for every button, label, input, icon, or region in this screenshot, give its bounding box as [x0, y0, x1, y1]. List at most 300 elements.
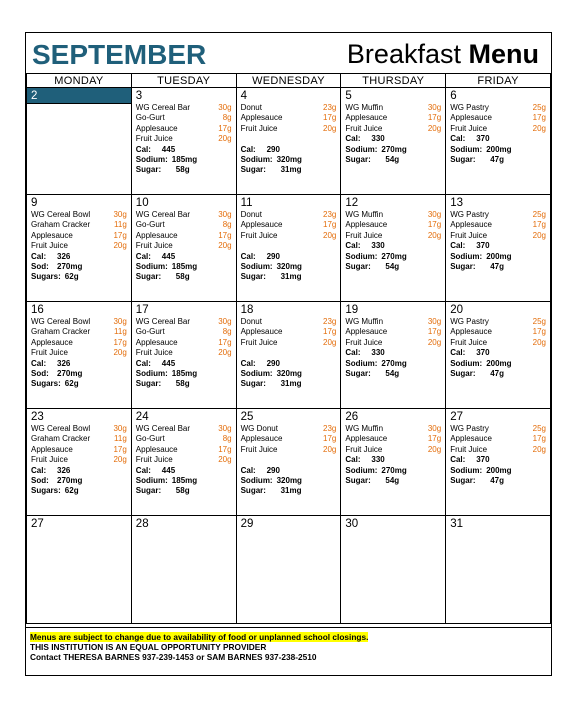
menu-item-name: Donut — [240, 317, 262, 326]
menu-item-grams: 20g — [532, 123, 546, 133]
menu-item-name: Fruit Juice — [450, 123, 488, 133]
menu-header — [26, 33, 551, 73]
nutrition-label: Cal: — [31, 251, 47, 261]
day-cell — [236, 302, 341, 409]
spacer — [241, 134, 337, 144]
nutrition-value: 185mg — [171, 155, 198, 165]
nutrition-value: 445 — [161, 358, 176, 368]
menu-item-name: Donut — [240, 103, 262, 112]
menu-item — [31, 424, 127, 434]
day-number: 27 — [450, 411, 463, 423]
menu-item-name: Fruit Juice — [450, 337, 488, 347]
menu-item-name: WG Cereal Bar — [135, 210, 191, 219]
menu-item-name: Fruit Juice — [240, 123, 278, 133]
menu-item-name: Applesauce — [345, 327, 388, 337]
menu-items — [446, 317, 550, 379]
nutrition-value: 370 — [476, 348, 490, 358]
nutrition-label: Cal: — [240, 251, 256, 261]
menu-item — [136, 134, 232, 144]
nutrition-label: Sugar: — [345, 262, 371, 272]
nutrition-label: Cal: — [345, 134, 361, 144]
menu-item-name: Fruit Juice — [450, 444, 488, 454]
nutrition-value: 326 — [57, 358, 71, 368]
menu-items — [446, 210, 550, 272]
menu-item-grams: 30g — [218, 317, 232, 326]
menu-item — [450, 327, 546, 337]
menu-item — [450, 220, 546, 230]
nutrition-value: 200mg — [486, 358, 512, 368]
menu-item-name: Applesauce — [135, 123, 178, 133]
spacer — [241, 455, 337, 465]
menu-item-name: Applesauce — [240, 113, 283, 123]
nutrition-value: 54g — [385, 155, 400, 165]
nutrition-value: 58g — [175, 272, 190, 282]
menu-item — [345, 113, 441, 123]
menu-item — [450, 231, 546, 241]
day-number: 25 — [240, 411, 254, 423]
menu-item-grams: 30g — [427, 103, 442, 112]
day-number: 20 — [450, 304, 463, 316]
nutrition-value: 445 — [161, 251, 176, 261]
nutrition-line — [241, 486, 337, 496]
nutrition-label: Sugar: — [135, 272, 162, 282]
menu-item-grams: 20g — [218, 134, 232, 144]
nutrition-line — [136, 262, 232, 272]
nutrition-label: Cal: — [345, 455, 361, 465]
menu-item — [450, 124, 546, 134]
menu-item-name: Applesauce — [345, 434, 388, 444]
menu-item — [136, 317, 232, 327]
menu-item-name: WG Muffin — [345, 210, 384, 219]
nutrition-line — [345, 359, 441, 369]
nutrition-value: 31mg — [280, 379, 302, 389]
nutrition-value: 62g — [64, 379, 79, 389]
menu-item-grams: 20g — [113, 241, 127, 251]
nutrition-value: 47g — [490, 262, 504, 272]
nutrition-line — [31, 359, 127, 369]
weekday-wednesday: WEDNESDAY — [236, 74, 341, 88]
menu-item-grams: 20g — [323, 337, 337, 347]
nutrition-value: 185mg — [171, 476, 198, 486]
nutrition-label: Sod: — [31, 262, 49, 272]
nutrition-line — [241, 252, 337, 262]
nutrition-value: 47g — [490, 155, 504, 165]
nutrition-line — [241, 379, 337, 389]
nutrition-value: 270mg — [57, 369, 83, 379]
menu-item-grams: 23g — [323, 103, 337, 112]
menu-item — [241, 124, 337, 134]
nutrition-value: 320mg — [276, 155, 302, 165]
nutrition-value: 200mg — [486, 465, 512, 475]
menu-item-grams: 17g — [532, 113, 546, 123]
nutrition-label: Cal: — [240, 465, 256, 475]
menu-item-name: WG Cereal Bowl — [31, 424, 91, 433]
menu-item-name: Fruit Juice — [31, 348, 68, 358]
nutrition-line — [31, 379, 127, 389]
menu-item — [345, 327, 441, 337]
menu-item-grams: 30g — [113, 210, 127, 219]
nutrition-label: Cal: — [31, 358, 47, 368]
menu-item — [345, 210, 441, 220]
menu-item — [450, 424, 546, 434]
calendar-body — [27, 88, 551, 624]
nutrition-line — [31, 466, 127, 476]
menu-item-name: Graham Cracker — [31, 220, 91, 230]
menu-item — [241, 424, 337, 434]
menu-item — [136, 445, 232, 455]
nutrition-line — [345, 155, 441, 165]
day-number: 29 — [240, 518, 254, 530]
nutrition-line — [241, 272, 337, 282]
menu-item-name: WG Cereal Bar — [135, 317, 191, 326]
menu-item-name: Applesauce — [240, 327, 283, 337]
nutrition-label: Sod: — [31, 369, 49, 379]
menu-items — [446, 103, 550, 165]
menu-item-name: WG Cereal Bowl — [31, 210, 91, 219]
menu-item-grams: 30g — [218, 103, 232, 112]
menu-item — [136, 327, 232, 337]
nutrition-line — [345, 369, 441, 379]
nutrition-line — [136, 155, 232, 165]
menu-item-name: WG Pastry — [450, 317, 489, 326]
nutrition-value: 31mg — [280, 272, 302, 282]
menu-item-grams: 17g — [532, 220, 546, 230]
nutrition-value: 330 — [371, 348, 385, 358]
nutrition-label: Cal: — [345, 241, 361, 251]
weekday-monday: MONDAY — [27, 74, 132, 88]
nutrition-value: 270mg — [381, 144, 407, 154]
week-row — [27, 195, 551, 302]
day-cell — [27, 516, 132, 624]
nutrition-line — [241, 165, 337, 175]
nutrition-value: 270mg — [381, 465, 407, 475]
menu-item — [450, 434, 546, 444]
menu-item-grams: 20g — [218, 348, 232, 358]
nutrition-value: 200mg — [486, 144, 512, 154]
menu-item-grams: 23g — [323, 424, 337, 433]
day-cell — [341, 88, 446, 195]
menu-item — [136, 124, 232, 134]
day-number: 28 — [135, 518, 149, 530]
menu-item — [136, 455, 232, 465]
menu-item — [345, 317, 441, 327]
day-cell — [27, 409, 132, 516]
nutrition-label: Sodium: — [345, 144, 378, 154]
day-cell — [446, 302, 551, 409]
nutrition-line — [136, 486, 232, 496]
week-row — [27, 88, 551, 195]
menu-items — [132, 424, 236, 497]
menu-item-name: Fruit Juice — [345, 337, 383, 347]
menu-item — [31, 348, 127, 358]
menu-item-name: Applesauce — [240, 434, 283, 444]
menu-item-grams: 8g — [222, 113, 232, 123]
nutrition-label: Sodium: — [450, 251, 483, 261]
nutrition-line — [136, 379, 232, 389]
nutrition-value: 58g — [175, 165, 190, 175]
menu-item-grams: 20g — [113, 455, 127, 465]
nutrition-label: Sugar: — [135, 165, 162, 175]
nutrition-label: Cal: — [345, 348, 361, 358]
menu-items — [237, 317, 341, 390]
menu-item-name: Applesauce — [31, 444, 73, 454]
nutrition-value: 370 — [476, 134, 490, 144]
nutrition-line — [136, 359, 232, 369]
menu-item-grams: 20g — [427, 337, 442, 347]
menu-item-name: WG Cereal Bar — [135, 103, 191, 112]
menu-item — [345, 220, 441, 230]
menu-item-grams: 17g — [427, 113, 442, 123]
menu-item-name: Go-Gurt — [135, 434, 165, 444]
menu-item-grams: 17g — [218, 230, 232, 240]
day-cell — [341, 409, 446, 516]
day-number: 24 — [135, 411, 149, 423]
nutrition-label: Sodium: — [240, 262, 273, 272]
nutrition-label: Sugar: — [135, 379, 162, 389]
menu-item-name: Go-Gurt — [135, 220, 165, 230]
nutrition-value: 326 — [57, 465, 71, 475]
menu-item — [345, 231, 441, 241]
menu-items — [237, 103, 341, 176]
menu-item-grams: 17g — [113, 230, 127, 240]
nutrition-line — [241, 369, 337, 379]
month-title: SEPTEMBER — [32, 39, 207, 70]
menu-item-name: Fruit Juice — [345, 230, 383, 240]
nutrition-label: Sugar: — [450, 369, 476, 379]
menu-item-grams: 8g — [222, 327, 232, 337]
nutrition-label: Sugar: — [240, 272, 266, 282]
nutrition-value: 370 — [476, 455, 490, 465]
menu-item-grams: 17g — [532, 327, 546, 337]
nutrition-line — [31, 252, 127, 262]
nutrition-line — [136, 476, 232, 486]
menu-item — [31, 210, 127, 220]
menu-item-name: Fruit Juice — [345, 444, 383, 454]
day-number: 16 — [31, 304, 44, 316]
nutrition-value: 270mg — [57, 476, 83, 486]
menu-items — [132, 317, 236, 390]
nutrition-value: 326 — [57, 251, 71, 261]
nutrition-line — [345, 262, 441, 272]
spacer — [241, 348, 337, 358]
menu-item-grams: 17g — [323, 220, 337, 230]
menu-item-name: Fruit Juice — [135, 348, 173, 358]
menu-item-grams: 20g — [218, 241, 232, 251]
contact-info: Contact THERESA BARNES 937-239-1453 or SAM BARNES 937-238-2510 — [30, 652, 317, 662]
menu-item-name: Fruit Juice — [450, 230, 488, 240]
menu-item-grams: 17g — [218, 444, 232, 454]
menu-item-grams: 30g — [218, 210, 232, 219]
nutrition-value: 31mg — [280, 165, 302, 175]
nutrition-label: Sodium: — [135, 262, 168, 272]
menu-item-grams: 20g — [427, 444, 442, 454]
nutrition-value: 62g — [64, 272, 79, 282]
nutrition-value: 330 — [371, 134, 385, 144]
day-number: 30 — [345, 518, 359, 530]
nutrition-label: Sodium: — [240, 155, 273, 165]
nutrition-value: 58g — [175, 379, 190, 389]
day-number: 2 — [27, 88, 131, 104]
day-number: 9 — [31, 197, 38, 209]
menu-item — [450, 338, 546, 348]
menu-item — [31, 327, 127, 337]
menu-item-grams: 17g — [323, 327, 337, 337]
menu-item-grams: 30g — [427, 210, 442, 219]
nutrition-label: Sodium: — [135, 476, 168, 486]
menu-item — [136, 424, 232, 434]
nutrition-label: Sodium: — [240, 476, 273, 486]
menu-item-name: Go-Gurt — [135, 327, 165, 337]
menu-item — [345, 103, 441, 113]
menu-item — [136, 338, 232, 348]
nutrition-label: Sod: — [31, 476, 49, 486]
menu-item-name: Fruit Juice — [31, 241, 68, 251]
menu-item-name: WG Muffin — [345, 424, 384, 433]
menu-item — [450, 210, 546, 220]
nutrition-value: 320mg — [276, 476, 302, 486]
nutrition-line — [241, 262, 337, 272]
nutrition-value: 54g — [385, 262, 400, 272]
menu-items — [237, 424, 341, 497]
menu-item — [241, 445, 337, 455]
menu-item-name: Applesauce — [240, 220, 283, 230]
nutrition-label: Sugar: — [450, 262, 476, 272]
nutrition-line — [136, 272, 232, 282]
menu-items — [341, 317, 445, 379]
menu-items — [237, 210, 341, 283]
menu-item-name: Applesauce — [450, 434, 492, 444]
menu-items — [27, 424, 131, 497]
day-cell — [446, 409, 551, 516]
nutrition-label: Sodium: — [345, 358, 378, 368]
menu-item-grams: 8g — [222, 220, 232, 230]
menu-item-grams: 30g — [113, 424, 127, 433]
menu-item-grams: 11g — [114, 327, 127, 337]
nutrition-label: Sugar: — [345, 369, 371, 379]
nutrition-value: 330 — [371, 241, 385, 251]
nutrition-label: Sugar: — [450, 155, 476, 165]
day-number: 6 — [450, 90, 457, 102]
menu-item-grams: 25g — [532, 103, 546, 112]
menu-item-name: Applesauce — [135, 337, 178, 347]
menu-item-grams: 20g — [532, 337, 546, 347]
nutrition-line — [31, 486, 127, 496]
day-cell — [446, 195, 551, 302]
day-cell — [131, 516, 236, 624]
menu-item — [31, 317, 127, 327]
menu-item-grams: 17g — [218, 123, 232, 133]
nutrition-label: Cal: — [135, 465, 151, 475]
change-notice: Menus are subject to change due to availability of food or unplanned school closings. — [30, 632, 369, 642]
menu-item-grams: 25g — [532, 424, 546, 433]
weekday-tuesday: TUESDAY — [131, 74, 236, 88]
day-cell — [236, 409, 341, 516]
menu-item-name: Applesauce — [31, 230, 73, 240]
day-number: 27 — [31, 518, 44, 530]
nutrition-value: 320mg — [276, 369, 302, 379]
nutrition-line — [450, 134, 546, 144]
menu-item — [450, 317, 546, 327]
menu-item-grams: 30g — [218, 424, 232, 433]
menu-item-grams: 17g — [218, 337, 232, 347]
menu-item-grams: 17g — [113, 337, 127, 347]
menu-item — [31, 434, 127, 444]
nutrition-line — [31, 262, 127, 272]
day-number: 10 — [135, 197, 149, 209]
nutrition-label: Cal: — [450, 455, 466, 465]
nutrition-line — [450, 369, 546, 379]
menu-item — [31, 455, 127, 465]
menu-items — [132, 103, 236, 176]
menu-title — [347, 39, 539, 70]
menu-item-name: Fruit Juice — [240, 337, 278, 347]
nutrition-line — [345, 348, 441, 358]
day-number: 11 — [240, 197, 253, 209]
nutrition-line — [241, 359, 337, 369]
week-row — [27, 409, 551, 516]
menu-item-name: Applesauce — [450, 220, 492, 230]
nutrition-label: Sugar: — [240, 165, 266, 175]
nutrition-line — [241, 155, 337, 165]
nutrition-label: Cal: — [240, 144, 256, 154]
day-number: 18 — [240, 304, 254, 316]
nutrition-line — [450, 262, 546, 272]
menu-item-name: Fruit Juice — [240, 444, 278, 454]
menu-item — [345, 338, 441, 348]
weekday-header-row — [27, 74, 551, 88]
menu-item-name: Graham Cracker — [31, 327, 91, 337]
menu-item-name: Applesauce — [450, 327, 492, 337]
menu-items — [27, 210, 131, 283]
menu-title-bold: Menu — [468, 39, 539, 69]
menu-sheet — [25, 32, 552, 676]
menu-item — [241, 210, 337, 220]
menu-item-name: Applesauce — [135, 230, 178, 240]
menu-item-name: WG Cereal Bowl — [31, 317, 91, 326]
menu-item — [241, 113, 337, 123]
menu-title-light: Breakfast — [346, 39, 461, 69]
spacer — [241, 241, 337, 251]
nutrition-label: Sodium: — [240, 369, 273, 379]
nutrition-line — [345, 466, 441, 476]
day-cell — [27, 195, 132, 302]
menu-footer — [26, 627, 551, 675]
menu-item — [241, 103, 337, 113]
menu-item-grams: 20g — [427, 123, 442, 133]
nutrition-line — [450, 348, 546, 358]
menu-item-grams: 17g — [427, 220, 442, 230]
nutrition-value: 330 — [371, 455, 385, 465]
nutrition-label: Sugar: — [240, 379, 266, 389]
menu-item — [136, 103, 232, 113]
menu-item — [241, 327, 337, 337]
menu-items — [132, 210, 236, 283]
nutrition-label: Sugars: — [31, 486, 61, 496]
nutrition-line — [31, 369, 127, 379]
equal-opportunity-statement: THIS INSTITUTION IS AN EQUAL OPPORTUNITY PROVIDER — [30, 642, 267, 652]
menu-item-name: Fruit Juice — [135, 241, 173, 251]
menu-item-name: WG Pastry — [450, 210, 489, 219]
day-number: 5 — [345, 90, 352, 102]
nutrition-label: Sugar: — [345, 476, 371, 486]
nutrition-value: 47g — [490, 476, 504, 486]
day-cell — [27, 88, 132, 195]
day-cell — [131, 195, 236, 302]
menu-item-grams: 30g — [427, 317, 442, 326]
nutrition-label: Sodium: — [135, 155, 168, 165]
menu-item — [31, 241, 127, 251]
day-number: 12 — [345, 197, 359, 209]
